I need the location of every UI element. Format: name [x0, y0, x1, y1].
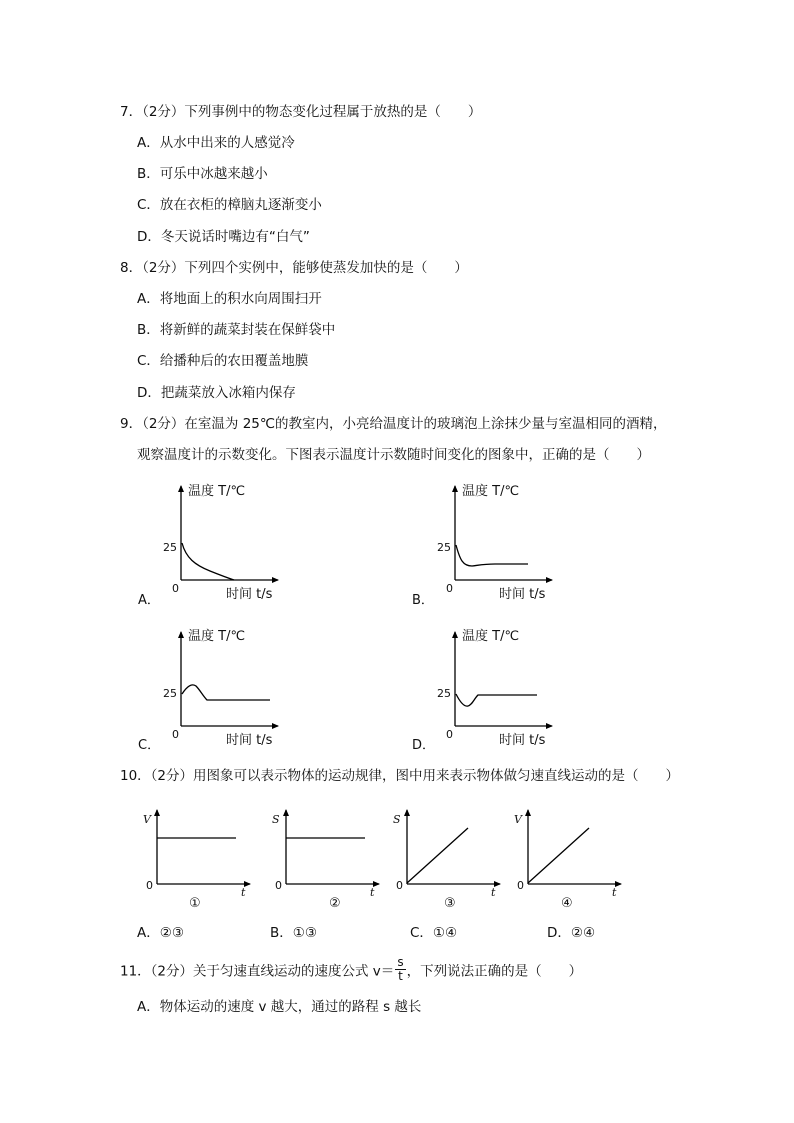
origin-label: 0 — [446, 582, 453, 595]
fraction-numerator: s — [397, 955, 404, 969]
q10-graph-4 — [514, 810, 621, 911]
y-axis-label: S — [272, 813, 280, 826]
q10-option-d: D．②④ — [547, 925, 596, 941]
origin-label: 0 — [446, 728, 453, 741]
y-tick-25: 25 — [437, 687, 451, 700]
q7-option-c: C．放在衣柜的樟脑丸逐渐变小 — [137, 197, 322, 213]
q7-option-d: D．冬天说话时嘴边有“白气” — [137, 229, 310, 245]
x-axis-label: 时间 t/s — [499, 587, 546, 602]
origin-label: 0 — [275, 879, 282, 892]
q11-stem-after: ，下列说法正确的是（ ） — [406, 963, 583, 980]
q8-option-a: A．将地面上的积水向周围扫开 — [137, 291, 322, 307]
graph-line — [528, 828, 589, 883]
y-axis-label: S — [393, 813, 401, 826]
y-axis-label: 温度 T/℃ — [462, 484, 520, 499]
q9-stem-line2: 观察温度计的示数变化。下图表示温度计示数随时间变化的图象中，正确的是（ ） — [137, 447, 650, 463]
q10-option-c: C．①④ — [410, 925, 458, 941]
q11-option-a: A．物体运动的速度 v 越大，通过的路程 s 越长 — [137, 999, 422, 1015]
temperature-curve — [456, 694, 537, 706]
y-axis-label: 温度 T/℃ — [462, 629, 520, 644]
q9-stem-line1: 9．（2分）在室温为 25℃的教室内，小亮给温度计的玻璃泡上涂抹少量与室温相同的酒精， — [120, 416, 667, 432]
fraction-denominator: t — [398, 969, 403, 983]
q11-stem — [120, 955, 583, 985]
q9-graph-d — [412, 628, 552, 753]
graph-caption: ② — [329, 896, 341, 911]
x-axis-label: 时间 t/s — [226, 587, 273, 602]
x-axis-label: t — [241, 886, 246, 899]
q8-option-d: D．把蔬菜放入冰箱内保存 — [137, 385, 296, 401]
q9-graph-b — [412, 483, 552, 608]
q10-stem: 10．（2分）用图象可以表示物体的运动规律，图中用来表示物体做匀速直线运动的是（ ） — [120, 768, 680, 784]
q8-stem: 8．（2分）下列四个实例中，能够使蒸发加快的是（ ） — [120, 260, 468, 276]
x-axis-label: t — [612, 886, 617, 899]
graph-caption: ④ — [561, 896, 573, 911]
q10-option-b: B．①③ — [270, 925, 317, 941]
origin-label: 0 — [396, 879, 403, 892]
q7-stem: 7．（2分）下列事例中的物态变化过程属于放热的是（ ） — [120, 104, 482, 120]
temperature-curve — [182, 685, 270, 700]
q7-option-a: A．从水中出来的人感觉冷 — [137, 135, 295, 151]
y-tick-25: 25 — [163, 541, 177, 554]
q8-option-b: B．将新鲜的蔬菜封装在保鲜袋中 — [137, 322, 336, 338]
y-tick-25: 25 — [437, 541, 451, 554]
graph-caption: ① — [189, 896, 201, 911]
y-tick-25: 25 — [163, 687, 177, 700]
x-axis-label: 时间 t/s — [499, 733, 546, 748]
y-axis-label: 温度 T/℃ — [188, 484, 246, 499]
option-letter: D． — [412, 738, 436, 753]
origin-label: 0 — [172, 582, 179, 595]
temperature-curve — [182, 543, 234, 580]
q7-option-b: B．可乐中冰越来越小 — [137, 166, 268, 182]
q10-option-a: A．②③ — [137, 925, 184, 941]
option-letter: A． — [138, 593, 160, 608]
q10-graph-2 — [272, 810, 379, 911]
graph-caption: ③ — [444, 896, 456, 911]
q8-option-c: C．给播种后的农田覆盖地膜 — [137, 353, 309, 369]
origin-label: 0 — [517, 879, 524, 892]
origin-label: 0 — [172, 728, 179, 741]
temperature-curve — [456, 545, 528, 566]
q9-graph-c — [138, 628, 278, 753]
option-letter: B． — [412, 593, 434, 608]
velocity-fraction — [395, 956, 405, 983]
graph-line — [407, 828, 468, 883]
y-axis-label: V — [514, 813, 522, 826]
q10-graph-3 — [393, 810, 500, 911]
option-letter: C． — [138, 738, 161, 753]
x-axis-label: t — [370, 886, 375, 899]
q11-stem-before: 11．（2分）关于匀速直线运动的速度公式 v＝ — [120, 963, 395, 980]
q9-graph-a — [138, 483, 278, 608]
origin-label: 0 — [146, 879, 153, 892]
y-axis-label: 温度 T/℃ — [188, 629, 246, 644]
x-axis-label: t — [491, 886, 496, 899]
x-axis-label: 时间 t/s — [226, 733, 273, 748]
y-axis-label: V — [143, 813, 151, 826]
q10-graph-1 — [143, 810, 250, 911]
